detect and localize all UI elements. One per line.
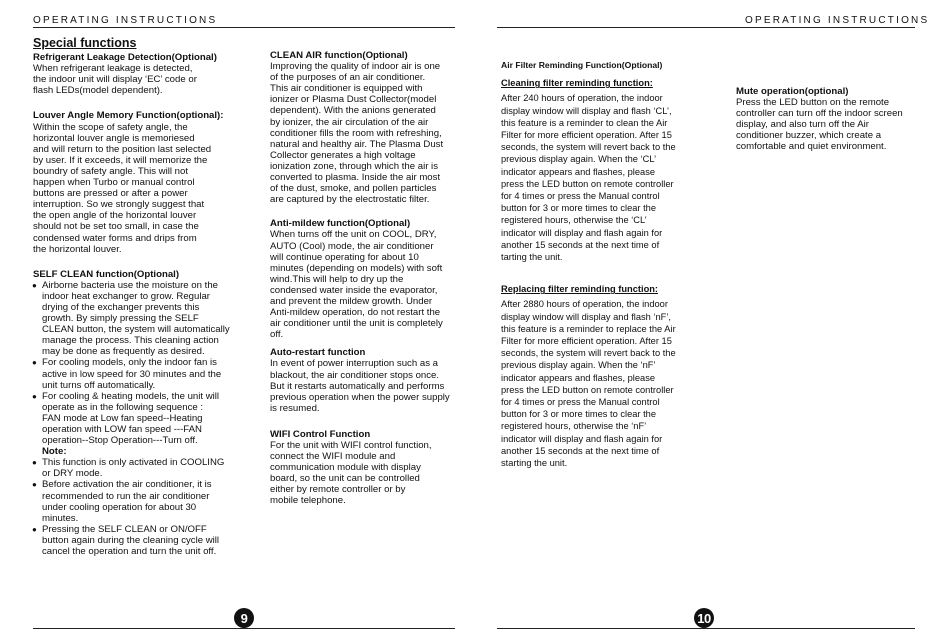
text-line: display, and also turn off the Air <box>736 119 869 131</box>
page-header-right: OPERATING INSTRUCTIONS <box>745 15 930 26</box>
text-line: indicator will display and flash again for <box>501 433 663 444</box>
text-line: ionizer or Plasma Dust Collector(model <box>270 94 437 106</box>
text-line: will continue operating for about 10 <box>270 251 419 263</box>
bullet-item <box>33 524 265 557</box>
text-line: indicator appears and flashes, please <box>501 372 656 383</box>
text-line: the indoor unit will display ‘EC’ code or <box>33 74 197 86</box>
mute-title: Mute operation(optional) <box>736 86 849 97</box>
text-line: minutes (depending on models) with soft <box>270 262 443 274</box>
text-line: Improving the quality of indoor air is one <box>270 61 441 73</box>
text-line: button again during the cleaning cycle will <box>42 534 220 546</box>
text-line: the open angle of the horizontal louver <box>33 210 197 222</box>
wifi-title: WIFI Control Function <box>270 428 371 440</box>
louver-section <box>33 110 265 254</box>
text-line: and will return to the position last selected <box>33 143 212 155</box>
text-line: wind.This will help to dry up the <box>270 273 404 285</box>
text-line: ● Pressing the SELF CLEAN or ON/OFF <box>42 523 207 535</box>
text-line: blackout, the air conditioner stops once. <box>270 369 440 381</box>
text-line: under cooling operation for about 30 <box>42 501 197 513</box>
text-line: condensed water inside the evaporator, <box>270 284 438 296</box>
text-line: mobile telephone. <box>270 495 346 507</box>
text-line: In event of power interruption such as a <box>270 358 438 370</box>
louver-text <box>33 122 265 255</box>
wifi-section <box>270 429 460 507</box>
page-number-left: 9 <box>234 608 254 628</box>
text-line: For the unit with WIFI control function, <box>270 440 432 451</box>
text-line: dependent). With the anions generated <box>270 105 436 117</box>
text-line: board, so the unit can be controlled <box>270 473 420 485</box>
text-line: for 4 times or press the Manual control <box>501 191 660 202</box>
leak-detection-title: Refrigerant Leakage Detection(Optional) <box>33 52 217 64</box>
text-line: converted to plasma. Inside the air most <box>270 172 441 184</box>
column-4 <box>736 86 921 153</box>
text-line: cancel the operation and turn the unit off. <box>42 546 217 558</box>
text-line: happen when Turbo or manual control <box>33 177 195 189</box>
wifi-text <box>270 440 460 507</box>
bullet-item <box>33 457 265 479</box>
text-line: ionization zone, through which the air is <box>270 160 438 172</box>
clean-air-section <box>270 50 460 205</box>
text-line: communication module with display <box>270 462 421 474</box>
text-line: button for 3 or more times to clear the <box>501 409 657 420</box>
text-line: Filter for more efficient operation. After 15 <box>501 336 672 347</box>
text-line: growth. By simply pressing the SELF <box>42 313 199 325</box>
column-1 <box>33 38 265 557</box>
text-line: or DRY mode. <box>42 468 103 480</box>
text-line: previous display again. When the ‘CL’ <box>501 154 657 165</box>
text-line: and prevent the mildew growth. Under <box>270 295 433 307</box>
bullet-item <box>33 479 265 523</box>
text-line: This air conditioner is equipped with <box>270 83 423 95</box>
header-rule-right <box>497 27 915 28</box>
air-filter-title: Air Filter Reminding Function(Optional) <box>501 60 663 70</box>
text-line: boundry of safety angle. This will not <box>33 165 189 177</box>
footer-rule-left <box>33 628 455 629</box>
auto-restart-title: Auto-restart function <box>270 347 366 359</box>
replacing-filter-text <box>501 298 701 469</box>
text-line: ● For cooling & heating models, the unit will <box>42 390 220 402</box>
text-line: tarting the unit. <box>501 252 563 263</box>
note-label: Note: <box>42 446 67 458</box>
text-line: press the LED button on remote controller <box>501 384 674 395</box>
text-line: previous display again. When the ‘nF’ <box>501 360 656 371</box>
text-line: ● For cooling models, only the indoor fan is <box>42 357 217 369</box>
page-number-right: 10 <box>694 608 714 628</box>
anti-mildew-section <box>270 218 460 340</box>
text-line: buttons are pressed or after a power <box>33 188 188 200</box>
text-line: unit turns off automatically. <box>42 379 156 391</box>
page-header-left: OPERATING INSTRUCTIONS <box>33 15 218 26</box>
text-line: Collector generates a high voltage <box>270 149 416 161</box>
auto-restart-section <box>270 347 460 414</box>
column-2 <box>270 50 460 507</box>
text-line: After 240 hours of operation, the indoor <box>501 93 663 104</box>
text-line: starting the unit. <box>501 458 568 469</box>
text-line: conditioner fills the room with refreshing, <box>270 127 442 139</box>
text-line: manage the process. This cleaning action <box>42 335 219 347</box>
text-line: conditioner buzzer, which create a <box>736 130 882 142</box>
anti-mildew-text <box>270 229 460 340</box>
auto-restart-text <box>270 358 460 413</box>
self-clean-title: SELF CLEAN function(Optional) <box>33 268 180 280</box>
text-line: this feature is a reminder to replace the Air <box>501 323 676 334</box>
text-line: operation with LOW fan speed ---FAN <box>42 424 202 435</box>
text-line: button for 3 or more times to clear the <box>501 203 657 214</box>
text-line: Within the scope of safety angle, the <box>33 121 188 133</box>
text-line: another 15 seconds at the next time of <box>501 445 660 456</box>
text-line: display window will display and flash ‘CL’, <box>501 105 672 116</box>
text-line: the horizontal louver. <box>33 243 122 255</box>
text-line: Anti-mildew operation, do not restart the <box>270 307 441 319</box>
section-title: Special functions <box>33 36 137 50</box>
text-line: press the LED button on remote controller <box>501 178 674 189</box>
text-line: indoor heat exchanger to grow. Regular <box>42 290 210 302</box>
text-line: air conditioner until the unit is completely <box>270 318 443 330</box>
text-line: controller can turn off the indoor screen <box>736 108 903 120</box>
text-line: comfortable and quiet environment. <box>736 141 887 153</box>
cleaning-filter-subtitle: Cleaning filter reminding function: <box>501 78 653 89</box>
text-line: When refrigerant leakage is detected, <box>33 63 193 75</box>
leak-detection-text <box>33 63 265 96</box>
bullet-item <box>33 391 265 446</box>
text-line: should not be set too small, in case the <box>33 221 199 233</box>
text-line: ● Airborne bacteria use the moisture on the <box>42 279 218 291</box>
text-line: Press the LED button on the remote <box>736 97 890 109</box>
text-line: indicator appears and flashes, please <box>501 166 656 177</box>
text-line: another 15 seconds at the next time of <box>501 239 660 250</box>
text-line: ● Before activation the air conditioner, it is <box>42 479 212 491</box>
leak-detection-section <box>33 52 265 96</box>
text-line: minutes. <box>42 512 79 524</box>
replacing-filter-subtitle: Replacing filter reminding function: <box>501 284 659 295</box>
text-line: for 4 times or press the Manual control <box>501 397 660 408</box>
text-line: active in low speed for 30 minutes and the <box>42 368 222 380</box>
text-line: FAN mode at Low fan speed--Heating <box>42 412 203 424</box>
text-line: this feature is a reminder to clean the Air <box>501 117 668 128</box>
text-line: off. <box>270 329 284 341</box>
text-line: horizontal louver angle is memoriesed <box>33 132 195 144</box>
text-line: registered hours, otherwise the ‘CL’ <box>501 215 647 226</box>
bullet-item <box>33 280 265 358</box>
text-line: indicator will display and flash again for <box>501 227 663 238</box>
text-line: seconds, the system will revert back to the <box>501 142 676 153</box>
text-line: seconds, the system will revert back to the <box>501 348 676 359</box>
text-line: CLEAN button, the system will automatically <box>42 324 230 336</box>
column-3 <box>501 59 701 469</box>
text-line: operation--Stop Operation---Turn off. <box>42 435 198 447</box>
text-line: registered hours, otherwise the ‘nF’ <box>501 421 647 432</box>
text-line: drying of the exchanger prevents this <box>42 301 200 313</box>
text-line: But it restarts automatically and performs <box>270 380 445 392</box>
text-line: recommended to run the air conditioner <box>42 490 210 502</box>
text-line: are captured by the electrostatic filter. <box>270 194 430 206</box>
footer-rule-right <box>497 628 915 629</box>
text-line: by user. If it exceeds, it will memorize the <box>33 154 208 166</box>
clean-air-text <box>270 61 460 205</box>
bullet-item <box>33 357 265 390</box>
self-clean-notes <box>33 457 265 557</box>
text-line: interruption. So we strongly suggest that <box>33 199 205 211</box>
text-line: of the purposes of an air conditioner. <box>270 72 426 84</box>
text-line: When turns off the unit on COOL, DRY, <box>270 229 437 241</box>
text-line: display window will display and flash ‘nF’, <box>501 311 672 322</box>
header-rule-left <box>33 27 455 28</box>
text-line: ● This function is only activated in COOLING <box>42 457 225 469</box>
text-line: AUTO (Cool) mode, the air conditioner <box>270 240 434 252</box>
text-line: natural and healthy air. The Plasma Dust <box>270 138 444 150</box>
text-line: connect the WIFI module and <box>270 451 396 463</box>
text-line: of the dust, smoke, and pollen particles <box>270 183 437 195</box>
text-line: by ionizer, the air circulation of the air <box>270 116 429 128</box>
text-line: operate as in the following sequence : <box>42 401 204 413</box>
self-clean-section <box>33 269 265 557</box>
text-line: Filter for more efficient operation. After 15 <box>501 130 672 141</box>
anti-mildew-title: Anti-mildew function(Optional) <box>270 218 411 230</box>
mute-text <box>736 97 921 152</box>
clean-air-title: CLEAN AIR function(Optional) <box>270 50 408 61</box>
louver-title: Louver Angle Memory Function(optional): <box>33 110 224 122</box>
text-line: previous operation when the power supply <box>270 391 450 403</box>
text-line: condensed water forms and drips from <box>33 232 197 244</box>
self-clean-list <box>33 280 265 446</box>
cleaning-filter-text <box>501 92 701 263</box>
text-line: may be done as frequently as desired. <box>42 346 205 358</box>
text-line: flash LEDs(model dependent). <box>33 85 163 97</box>
text-line: After 2880 hours of operation, the indoor <box>501 299 668 310</box>
text-line: either by remote controller or by <box>270 484 406 496</box>
text-line: is resumed. <box>270 402 320 414</box>
